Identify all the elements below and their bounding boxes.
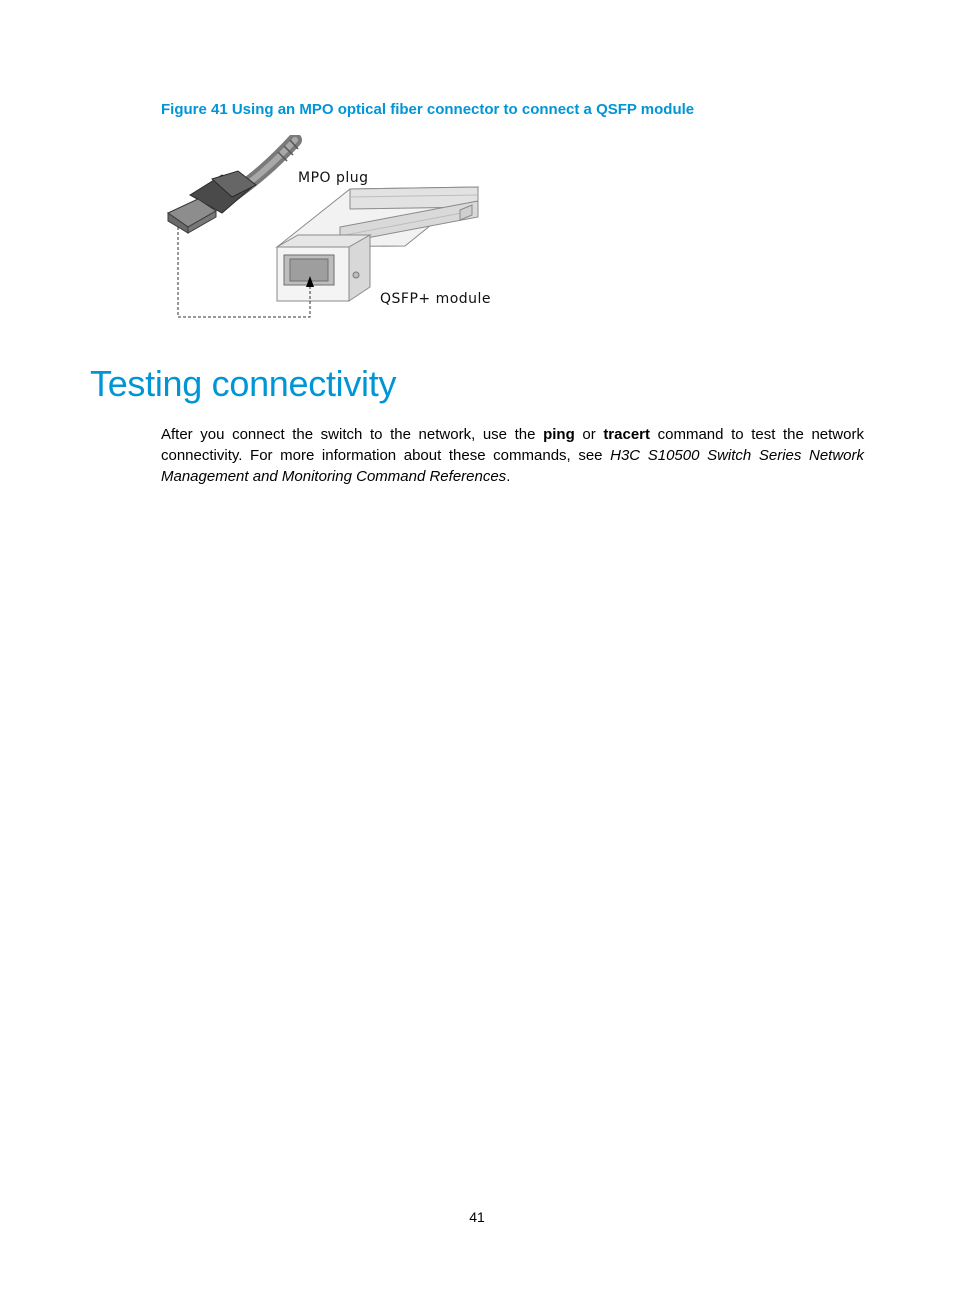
para-text: command to test the network connectivity. For more information about these commands, see	[161, 426, 864, 464]
para-text: or	[574, 426, 604, 443]
tracert-command: tracert	[603, 426, 651, 443]
mpo-plug-drawing	[168, 140, 298, 233]
para-text: After you connect the switch to the network, use the	[161, 426, 544, 443]
section-heading: Testing connectivity	[90, 363, 397, 404]
para-text: .	[506, 468, 511, 485]
reference-title: H3C S10500 Switch Series Network Management and Monitoring Command References	[161, 447, 864, 485]
body-paragraph	[161, 424, 864, 487]
qsfp-module-label: QSFP+ module	[380, 291, 492, 307]
page-number: 41	[469, 1209, 485, 1225]
mpo-plug-label: MPO plug	[298, 170, 369, 186]
figure-caption: Figure 41 Using an MPO optical fiber connector to connect a QSFP module	[161, 101, 695, 118]
ping-command: ping	[543, 426, 575, 443]
